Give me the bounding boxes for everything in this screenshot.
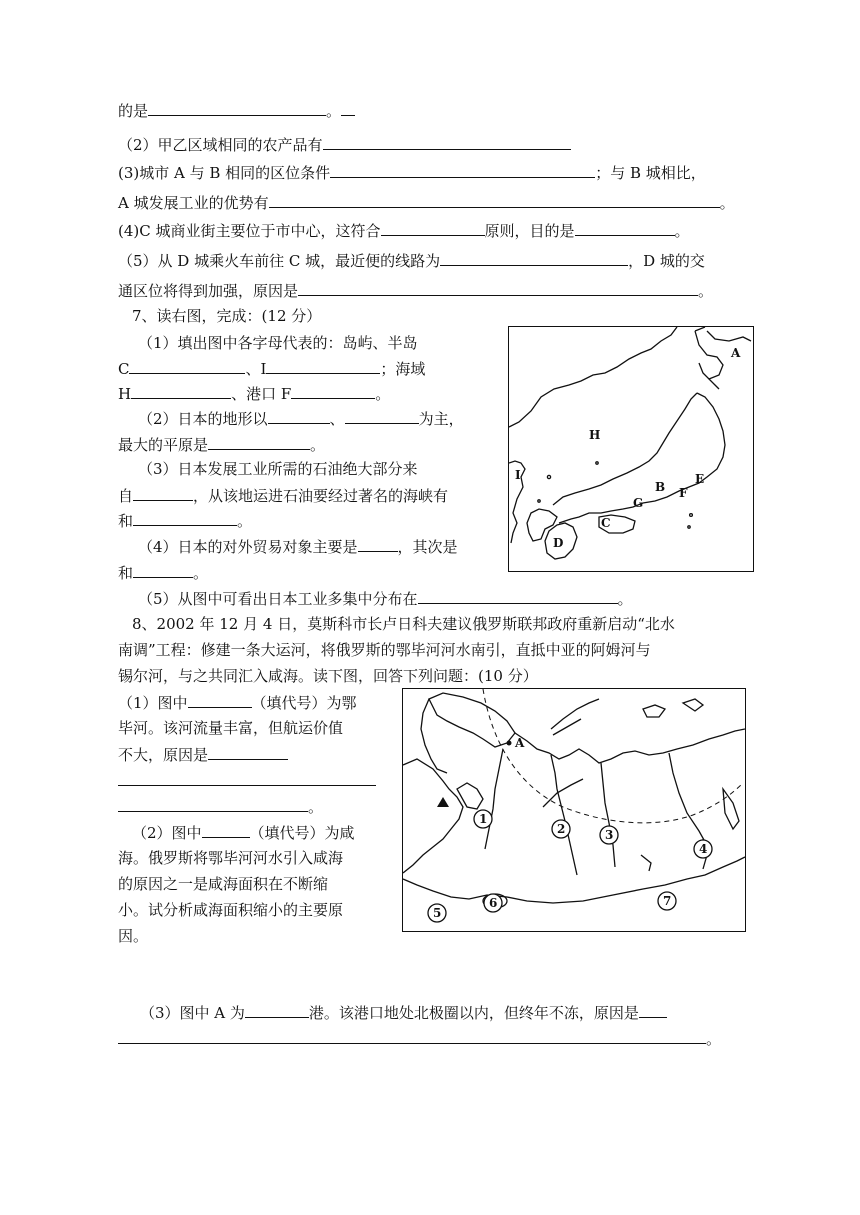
japan-label-i: I xyxy=(515,468,521,482)
russia-label-a: A xyxy=(515,736,525,750)
answer-blank[interactable] xyxy=(269,192,720,208)
q6-3-line xyxy=(118,162,706,183)
text: ；海域 xyxy=(380,360,426,378)
japan-label-f: F xyxy=(679,486,688,500)
q6-4-line xyxy=(118,220,690,241)
q7-1-line: （1）填出图中各字母代表的：岛屿、半岛 xyxy=(138,334,418,352)
answer-blank[interactable] xyxy=(381,220,485,236)
text: （填代号）为咸 xyxy=(249,824,355,842)
text: ，其次是 xyxy=(397,538,458,556)
answer-blank[interactable] xyxy=(148,100,326,116)
text: 、 xyxy=(329,410,345,428)
japan-label-e: E xyxy=(695,472,705,486)
text: ；与 B 城相比， xyxy=(595,164,706,182)
text: 自 xyxy=(118,487,134,505)
text: 通区位将得到加强，原因是 xyxy=(118,282,299,300)
answer-blank[interactable] xyxy=(575,220,675,236)
text: 不大，原因是 xyxy=(118,746,209,764)
japan-label-h: H xyxy=(589,428,601,442)
text: 。 xyxy=(706,1030,722,1048)
text: 。 xyxy=(719,194,735,212)
answer-blank[interactable] xyxy=(131,383,231,399)
q6-1-line xyxy=(118,100,355,121)
russia-label-7: 7 xyxy=(663,894,672,908)
japan-label-a: A xyxy=(731,346,741,360)
text: A 城发展工业的优势有 xyxy=(118,194,269,212)
text: 和 xyxy=(118,512,134,530)
answer-blank[interactable] xyxy=(118,1028,706,1044)
answer-blank[interactable] xyxy=(358,536,398,552)
russia-label-6: 6 xyxy=(489,896,498,910)
answer-blank[interactable] xyxy=(133,485,193,501)
q7-2-line xyxy=(138,408,464,429)
text: 。 xyxy=(237,512,253,530)
japan-label-g: G xyxy=(633,496,644,510)
q7-4-line xyxy=(138,536,458,557)
answer-blank[interactable] xyxy=(330,162,595,178)
answer-blank[interactable] xyxy=(208,744,288,760)
q7-4-line-2 xyxy=(118,562,208,583)
answer-blank[interactable] xyxy=(298,280,698,296)
q6-5-line xyxy=(118,250,705,271)
q6-2-line xyxy=(118,134,571,155)
q8-1-line-2: 毕河。该河流量丰富，但航运价值 xyxy=(118,719,344,737)
text: 为主， xyxy=(418,410,464,428)
russia-map xyxy=(402,688,746,932)
japan-label-c: C xyxy=(601,516,611,530)
text: （2）甲乙区域相同的农产品有 xyxy=(118,136,323,154)
answer-blank[interactable] xyxy=(323,134,571,150)
q6-5-line-2 xyxy=(118,280,713,301)
q7-1-line-2 xyxy=(118,358,425,379)
answer-blank[interactable] xyxy=(418,588,618,604)
russia-label-1: 1 xyxy=(479,812,488,826)
text: （1）图中 xyxy=(118,694,188,712)
text: 港。该港口地处北极圈以内，但终年不冻，原因是 xyxy=(308,1004,639,1022)
russia-label-4: 4 xyxy=(699,842,708,856)
q8-1-line-3 xyxy=(118,744,288,765)
q6-3-line-2 xyxy=(118,192,735,213)
text: ，D 城的交 xyxy=(628,252,705,270)
text: 。 xyxy=(193,564,209,582)
q7-3-line-3 xyxy=(118,510,252,531)
text: (4)C 城商业街主要位于市中心，这符合 xyxy=(118,222,381,240)
answer-blank[interactable] xyxy=(202,822,250,838)
japan-map xyxy=(508,326,754,572)
q8-2-line xyxy=(132,822,355,843)
japan-label-d: D xyxy=(553,536,564,550)
text: （填代号）为鄂 xyxy=(251,694,357,712)
q8-1-line-4 xyxy=(118,770,376,791)
text: 最大的平原是 xyxy=(118,436,209,454)
text: （5）从 D 城乘火车前往 C 城，最近便的线路为 xyxy=(118,252,441,270)
q8-line-2: 南调”工程：修建一条大运河，将俄罗斯的鄂毕河河水南引，直抵中亚的阿姆河与 xyxy=(118,641,651,659)
text: 、I xyxy=(245,360,267,378)
text: （2）日本的地形以 xyxy=(138,410,268,428)
japan-map-svg xyxy=(509,327,753,571)
answer-blank[interactable] xyxy=(129,358,245,374)
answer-blank[interactable] xyxy=(133,510,237,526)
mountain-marker xyxy=(437,797,449,807)
q7-2-line-2 xyxy=(118,434,325,455)
text: 。 xyxy=(617,590,633,608)
q8-line-3: 锡尔河，与之共同汇入咸海。读下图，回答下列问题：(10 分） xyxy=(118,667,538,685)
text: （4）日本的对外贸易对象主要是 xyxy=(138,538,358,556)
text: 。 xyxy=(375,385,391,403)
answer-blank[interactable] xyxy=(440,250,628,266)
answer-blank[interactable] xyxy=(118,770,376,786)
japan-label-b: B xyxy=(655,480,666,494)
answer-blank[interactable] xyxy=(133,562,193,578)
answer-blank[interactable] xyxy=(208,434,310,450)
text: （3）图中 A 为 xyxy=(140,1004,245,1022)
answer-blank[interactable] xyxy=(188,692,252,708)
text: （5）从图中可看出日本工业多集中分布在 xyxy=(138,590,418,608)
q8-1-line-5 xyxy=(118,796,323,817)
text: (3)城市 A 与 B 相同的区位条件 xyxy=(118,164,331,182)
q7-heading: 7、读右图，完成：(12 分） xyxy=(132,307,322,325)
q8-3-line-2 xyxy=(118,1028,721,1049)
q8-1-line xyxy=(118,692,357,713)
q8-line-1: 8、2002 年 12 月 4 日，莫斯科市长卢日科夫建议俄罗斯联邦政府重新启动“北水 xyxy=(132,615,675,633)
russia-label-2: 2 xyxy=(557,822,566,836)
q7-3-line-2 xyxy=(118,485,448,506)
q8-2-line-5: 因。 xyxy=(118,927,149,945)
answer-blank[interactable] xyxy=(291,383,375,399)
text: 。 xyxy=(308,798,324,816)
text: 和 xyxy=(118,564,134,582)
q8-2-line-3: 的原因之一是咸海面积在不断缩 xyxy=(118,875,329,893)
text: ，从该地运进石油要经过著名的海峡有 xyxy=(193,487,449,505)
text: （2）图中 xyxy=(132,824,202,842)
q8-3-line xyxy=(140,1002,667,1023)
answer-blank[interactable] xyxy=(245,1002,309,1018)
q7-1-line-3 xyxy=(118,383,390,404)
answer-blank[interactable] xyxy=(345,408,419,424)
answer-blank[interactable] xyxy=(118,796,308,812)
text: 原则，目的是 xyxy=(484,222,575,240)
text: 的是 xyxy=(118,102,149,120)
text: 、港口 F xyxy=(231,385,292,403)
answer-blank[interactable] xyxy=(266,358,380,374)
q7-3-line: （3）日本发展工业所需的石油绝大部分来 xyxy=(138,460,418,478)
text: 。 xyxy=(310,436,326,454)
port-a-marker xyxy=(507,741,512,746)
answer-blank[interactable] xyxy=(639,1002,667,1018)
text: 。 xyxy=(698,282,714,300)
russia-label-3: 3 xyxy=(605,828,614,842)
q7-5-line xyxy=(138,588,633,609)
text: C xyxy=(118,360,130,378)
russia-label-5: 5 xyxy=(433,906,442,920)
answer-blank[interactable] xyxy=(341,100,355,116)
text: 。 xyxy=(674,222,690,240)
answer-blank[interactable] xyxy=(268,408,330,424)
q8-2-line-2: 海。俄罗斯将鄂毕河河水引入咸海 xyxy=(118,849,344,867)
q8-2-line-4: 小。试分析咸海面积缩小的主要原 xyxy=(118,901,344,919)
russia-map-svg xyxy=(403,689,745,931)
text: 。 xyxy=(326,102,342,120)
text: H xyxy=(118,385,132,403)
